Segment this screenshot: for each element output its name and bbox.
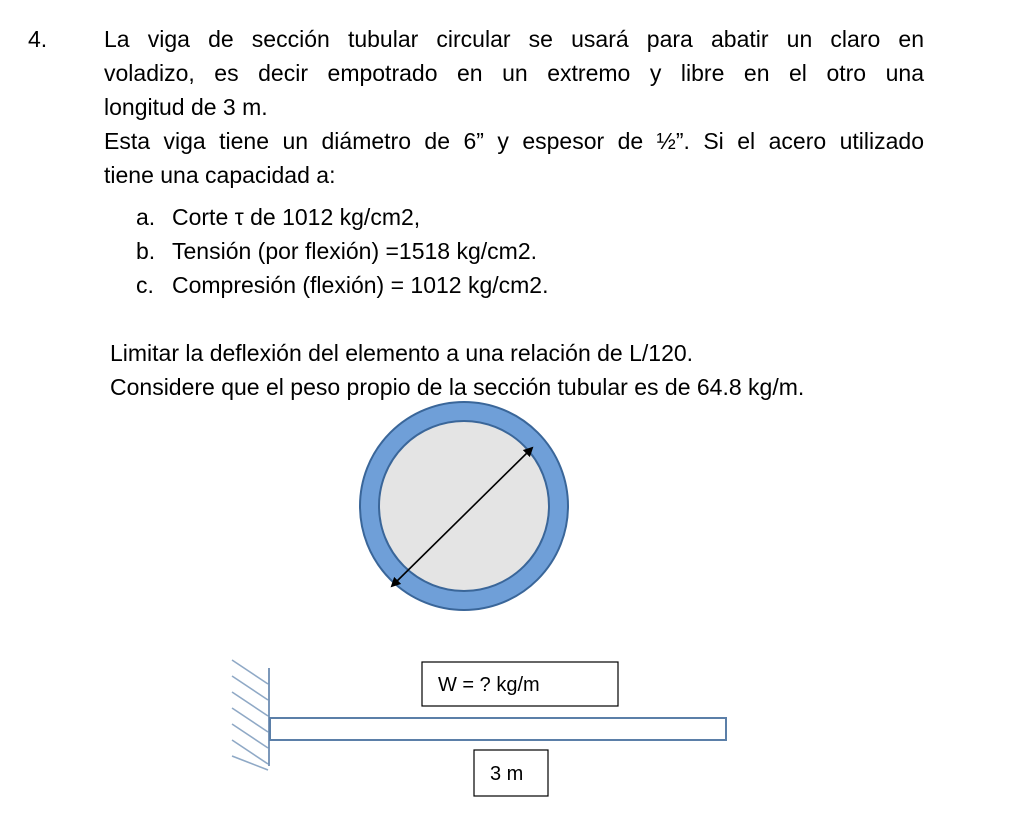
list-item-text: Tensión (por flexión) =1518 kg/cm2. <box>172 238 538 264</box>
list-marker: a. <box>136 204 156 230</box>
list-marker: b. <box>136 238 156 264</box>
span-label: 3 m <box>490 763 524 785</box>
list-marker: c. <box>136 272 154 298</box>
statement-line-3: longitud de 3 m. <box>104 94 268 120</box>
section-line-1: Esta viga tiene un diámetro de 6” y espesor de ½”. Si el acero utilizado <box>104 128 924 154</box>
problem-number: 4. <box>28 26 48 52</box>
cantilever-beam <box>270 718 726 740</box>
section-line-2: tiene una capacidad a: <box>104 162 336 188</box>
statement-line-1: La viga de sección tubular circular se usará para abatir un claro en <box>104 26 924 52</box>
self-weight-text: Considere que el peso propio de la sección tubular es de 64.8 kg/m. <box>110 374 805 400</box>
fixed-support-hatch <box>232 660 268 770</box>
deflection-limit-text: Limitar la deflexión del elemento a una relación de L/120. <box>110 340 694 366</box>
tube-cross-section <box>360 402 568 610</box>
load-label: W = ? kg/m <box>438 674 540 696</box>
list-item-text: Compresión (flexión) = 1012 kg/cm2. <box>172 272 549 298</box>
list-item-text: Corte τ de 1012 kg/cm2, <box>172 204 421 230</box>
statement-line-2: voladizo, es decir empotrado en un extremo y libre en el otro una <box>104 60 924 86</box>
tube-inner-hollow <box>379 421 549 591</box>
